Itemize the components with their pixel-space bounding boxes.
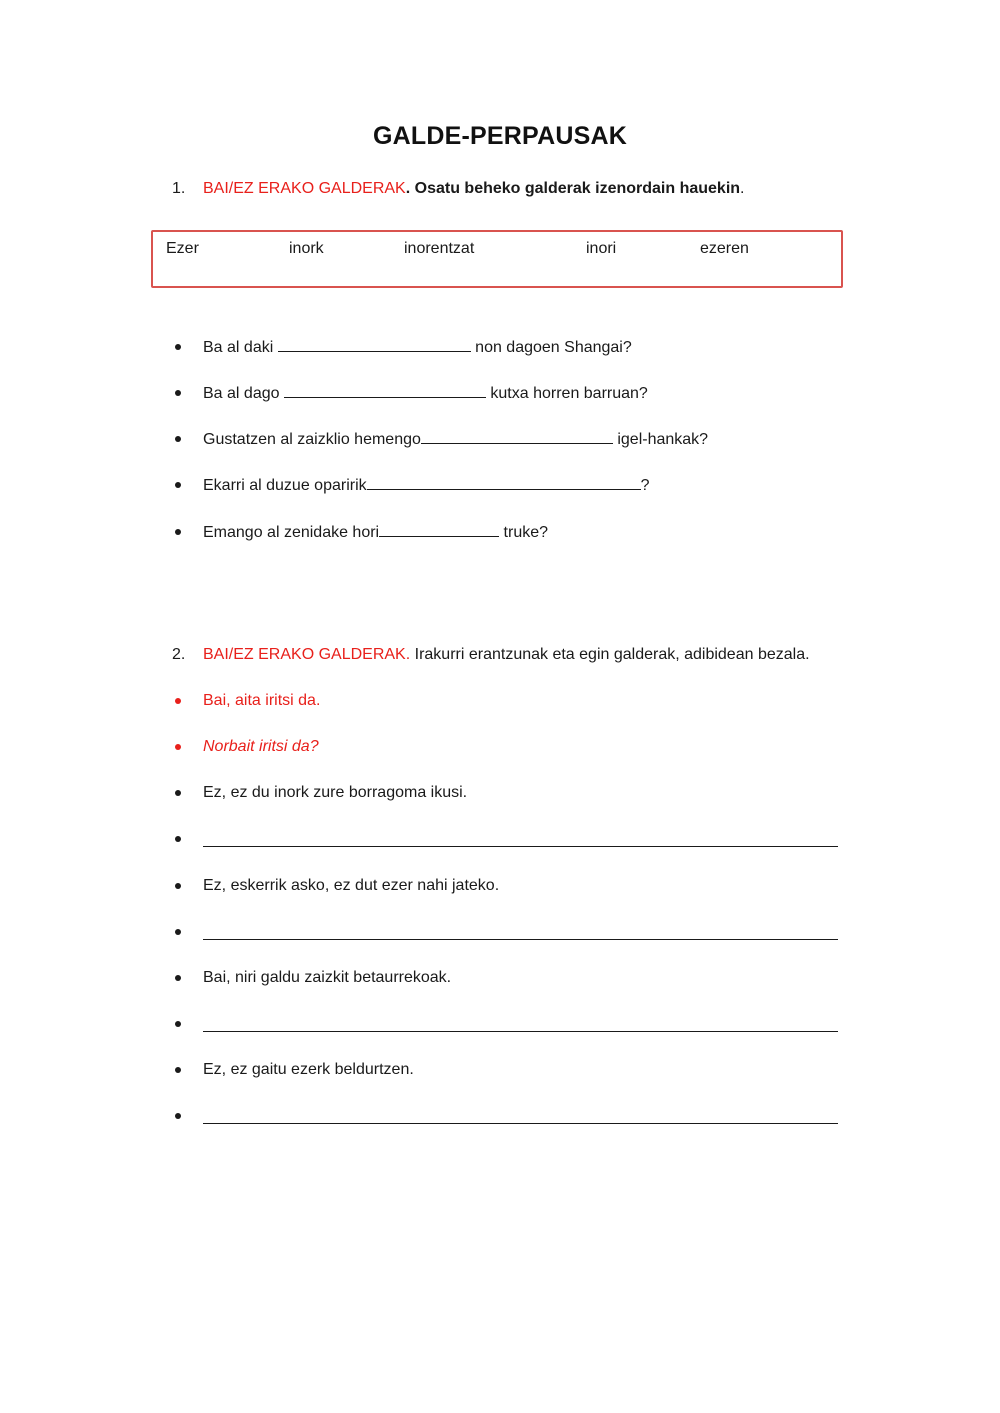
word-bank-item: inork (289, 240, 324, 257)
bullet (175, 836, 181, 842)
answer-blank[interactable] (367, 475, 641, 490)
answer-text: Ez, ez du inork zure borragoma ikusi. (203, 784, 468, 801)
item-text-before: Ba al daki (203, 339, 278, 356)
item-text-after: ? (640, 477, 650, 494)
bullet (175, 344, 181, 350)
fill-in-item (203, 522, 548, 543)
item-text-after: kutxa horren barruan? (485, 385, 648, 402)
word-bank-item: inori (586, 240, 617, 257)
bullet (175, 436, 181, 442)
section-1-heading-bold: . Osatu beheko galderak izenordain hauekin (405, 180, 741, 197)
question-blank[interactable] (203, 1122, 838, 1124)
bullet (175, 790, 181, 796)
item-text-before: Ba al dago (203, 385, 284, 402)
bullet (175, 1067, 181, 1073)
answer-blank[interactable] (284, 383, 486, 398)
bullet (175, 1113, 181, 1119)
section-2-number: 2. (172, 646, 186, 663)
word-bank-item: Ezer (166, 240, 199, 257)
bullet (175, 883, 181, 889)
question-blank[interactable] (203, 938, 838, 940)
item-text-before: Ekarri al duzue oparirik (203, 477, 367, 494)
example-answer: Bai, aita iritsi da. (203, 692, 321, 709)
bullet (175, 390, 181, 396)
question-blank[interactable] (203, 1030, 838, 1032)
bullet (175, 929, 181, 935)
fill-in-item (203, 383, 648, 404)
word-bank-item: ezeren (700, 240, 749, 257)
bullet (175, 698, 181, 704)
item-text-after: truke? (499, 524, 549, 541)
item-text-after: igel-hankak? (612, 431, 709, 448)
section-2-heading (203, 645, 810, 665)
fill-in-item (203, 429, 708, 450)
section-1-heading-end: . (740, 180, 745, 197)
answer-blank[interactable] (379, 522, 499, 537)
section-1-heading-red: BAI/EZ ERAKO GALDERAK (203, 180, 406, 197)
answer-text: Bai, niri galdu zaizkit betaurrekoak. (203, 969, 452, 986)
item-text-before: Gustatzen al zaizklio hemengo (203, 431, 421, 448)
answer-text: Ez, ez gaitu ezerk beldurtzen. (203, 1061, 414, 1078)
bullet (175, 482, 181, 488)
answer-text: Ez, eskerrik asko, ez dut ezer nahi jateko. (203, 877, 500, 894)
section-2-heading-rest: Irakurri erantzunak eta egin galderak, adibidean bezala. (410, 646, 810, 663)
answer-blank[interactable] (278, 337, 471, 352)
bullet (175, 1021, 181, 1027)
section-1-number: 1. (172, 180, 186, 197)
section-2-heading-red: BAI/EZ ERAKO GALDERAK. (203, 646, 411, 663)
page-title: GALDE-PERPAUSAK (373, 122, 627, 150)
example-question: Norbait iritsi da? (203, 738, 319, 755)
item-text-before: Emango al zenidake hori (203, 524, 380, 541)
section-1-heading (203, 179, 745, 199)
bullet (175, 529, 181, 535)
question-blank[interactable] (203, 845, 838, 847)
fill-in-item (203, 475, 650, 496)
word-bank-item: inorentzat (404, 240, 475, 257)
answer-blank[interactable] (421, 429, 613, 444)
bullet (175, 975, 181, 981)
fill-in-item (203, 337, 632, 358)
item-text-after: non dagoen Shangai? (470, 339, 632, 356)
bullet (175, 744, 181, 750)
